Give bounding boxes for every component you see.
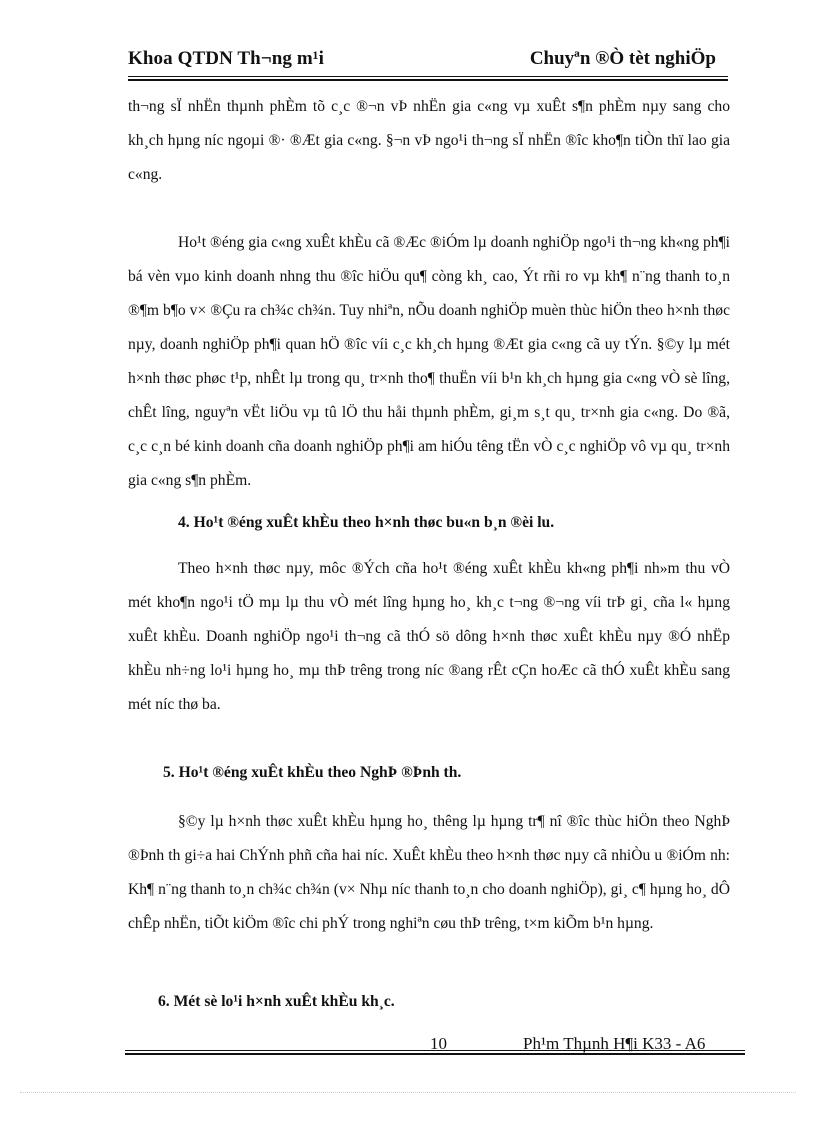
paragraph-processing-export: Ho¹t ®éng gia c«ng xuÊt khÈu cã ®Æc ®iÓm lµ doanh nghiÖp ngo¹i th¬ng kh«ng ph¶i bá vèn vµo kinh doanh nhng thu ®îc hiÖu qu¶ còng kh¸ cao, Ýt rñi ro vµ kh¶ n¨ng thanh to¸n ®¶m b¶o v× ®Çu ra ch¾c ch¾n. Tuy nhiªn, nÕu doanh nghiÖp muèn thùc hiÖn theo h×nh thøc nµy, doanh nghiÖp ph¶i quan hÖ ®îc víi c¸c kh¸ch hµng ®Æt gia c«ng cã uy tÝn. §©y lµ mét h×nh thøc phøc t¹p, nhÊt lµ trong qu¸ tr×nh tho¶ thuËn víi b¹n kh¸ch hµng gia c«ng vÒ sè lîng, chÊt lîng, nguyªn vËt liÖu vµ tû lÖ thu håi thµnh phÈm, gi¸m s¸t qu¸ tr×nh gia c«ng. Do ®ã, c¸c c¸n bé kinh doanh cña doanh nghiÖp ph¶i am hiÓu têng tËn vÒ c¸c nghiÖp vô vµ qu¸ tr×nh gia c«ng s¶n phÈm.	[128, 234, 730, 489]
paragraph-continuation: th¬ng sÏ nhËn thµnh phÈm tõ c¸c ®¬n vÞ nhËn gia c«ng vµ xuÊt s¶n phÈm nµy sang cho kh¸ch hµng níc ngoµi ®· ®Æt gia c«ng. §¬n vÞ ngo¹i th¬ng sÏ nhËn ®îc kho¶n tiÒn thï lao gia c«ng.	[128, 98, 730, 183]
paragraph-counter-trade: Theo h×nh thøc nµy, môc ®Ých cña ho¹t ®éng xuÊt khÈu kh«ng ph¶i nh»m thu vÒ mét kho¶n ngo¹i tÖ mµ lµ thu vÒ mét lîng hµng ho¸ kh¸c t¬ng ®¬ng víi trÞ gi¸ cña l« hµng xuÊt khÈu. Doanh nghiÖp ngo¹i th¬ng cã thÓ sö dông h×nh thøc xuÊt khÈu nµy ®Ó nhËp khÈu nh÷ng lo¹i hµng ho¸ mµ thÞ trêng trong níc ®ang rÊt cÇn hoÆc cã thÓ xuÊt khÈu sang mét níc thø ba.	[128, 560, 730, 713]
header-rule-thick	[128, 79, 728, 81]
section-heading-6: 6. Mét sè lo¹i h×nh xuÊt khÈu kh¸c.	[158, 993, 395, 1010]
page-boundary	[20, 1092, 796, 1093]
page-number: 10	[430, 1034, 447, 1053]
page-header	[128, 48, 728, 78]
footer-rule	[125, 1050, 745, 1051]
section-heading-4: 4. Ho¹t ®éng xuÊt khÈu theo h×nh thøc bu«n b¸n ®èi lu.	[178, 514, 555, 531]
header-thesis-type: Chuyªn ®Ò tèt nghiÖp	[529, 48, 716, 69]
footer-author: Ph¹m Thµnh H¶i K33 - A6	[523, 1034, 706, 1053]
paragraph-protocol-export: §©y lµ h×nh thøc xuÊt khÈu hµng ho¸ thêng lµ hµng tr¶ nî ®îc thùc hiÖn theo NghÞ ®Þnh th gi÷a hai ChÝnh phñ cña hai níc. XuÊt khÈu theo h×nh thøc nµy cã nhiÒu u ®iÓm nh: Kh¶ n¨ng thanh to¸n ch¾c ch¾n (v× Nhµ níc thanh to¸n cho doanh nghiÖp), gi¸ c¶ hµng ho¸ dÔ chÊp nhËn, tiÕt kiÖm ®îc chi phÝ trong nghiªn cøu thÞ trêng, t×m kiÕm b¹n hµng.	[128, 813, 730, 932]
footer-rule-thick	[125, 1053, 745, 1055]
section-heading-5: 5. Ho¹t ®éng xuÊt khÈu theo NghÞ ®Þnh th.	[163, 764, 462, 781]
header-rule	[128, 76, 728, 77]
header-faculty: Khoa QTDN Th¬ng m¹i	[128, 48, 324, 69]
